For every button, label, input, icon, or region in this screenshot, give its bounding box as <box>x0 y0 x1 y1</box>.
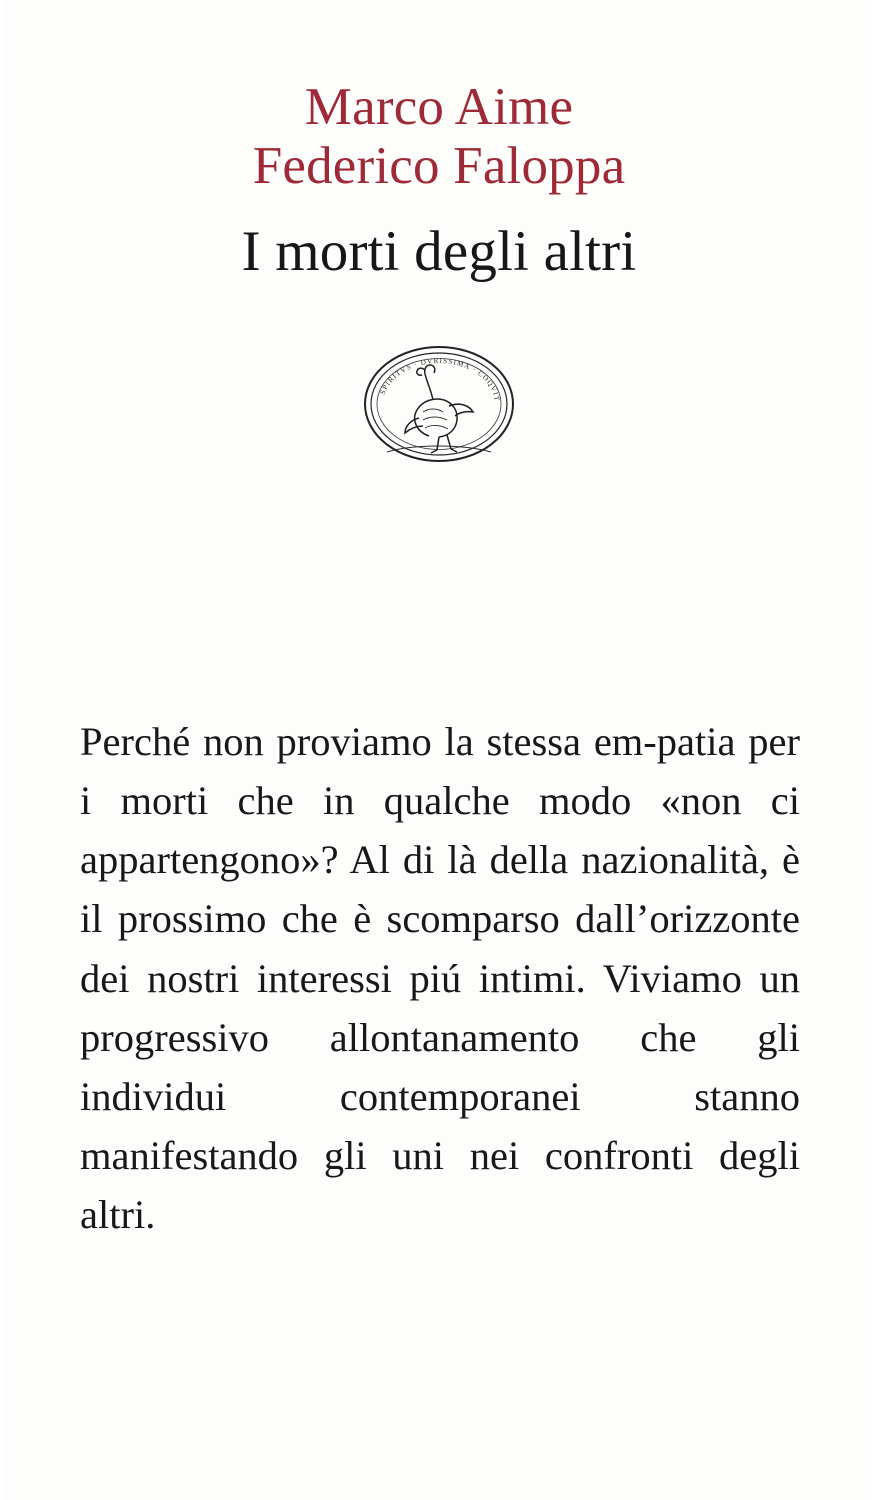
author-name-primary: Marco Aime <box>304 78 574 136</box>
publisher-logo <box>363 340 515 468</box>
cover-blurb <box>80 712 800 1244</box>
author-name-secondary: Federico Faloppa <box>252 137 626 196</box>
author-block <box>253 78 626 197</box>
cover-blurb-text: Perché non proviamo la stessa em-patia per i morti che in qualche modo «non ci appartengono»? Al di là della nazionalità, è il prossimo che è scomparso dall’orizzonte dei nostri interessi piú intimi. Viviamo un progressivo allontanamento che gli individui contemporanei stanno manifestando gli uni nei confronti degli altri. <box>80 719 800 1237</box>
cover-right-edge <box>872 0 878 1500</box>
book-title: I morti degli altri <box>241 219 637 283</box>
cover-left-edge <box>0 0 6 1500</box>
svg-text:SPIRITVS · DVRISSIMA · COQVIT: SPIRITVS · DVRISSIMA · COQVIT <box>378 356 501 402</box>
einaudi-ostrich-icon <box>363 340 515 468</box>
